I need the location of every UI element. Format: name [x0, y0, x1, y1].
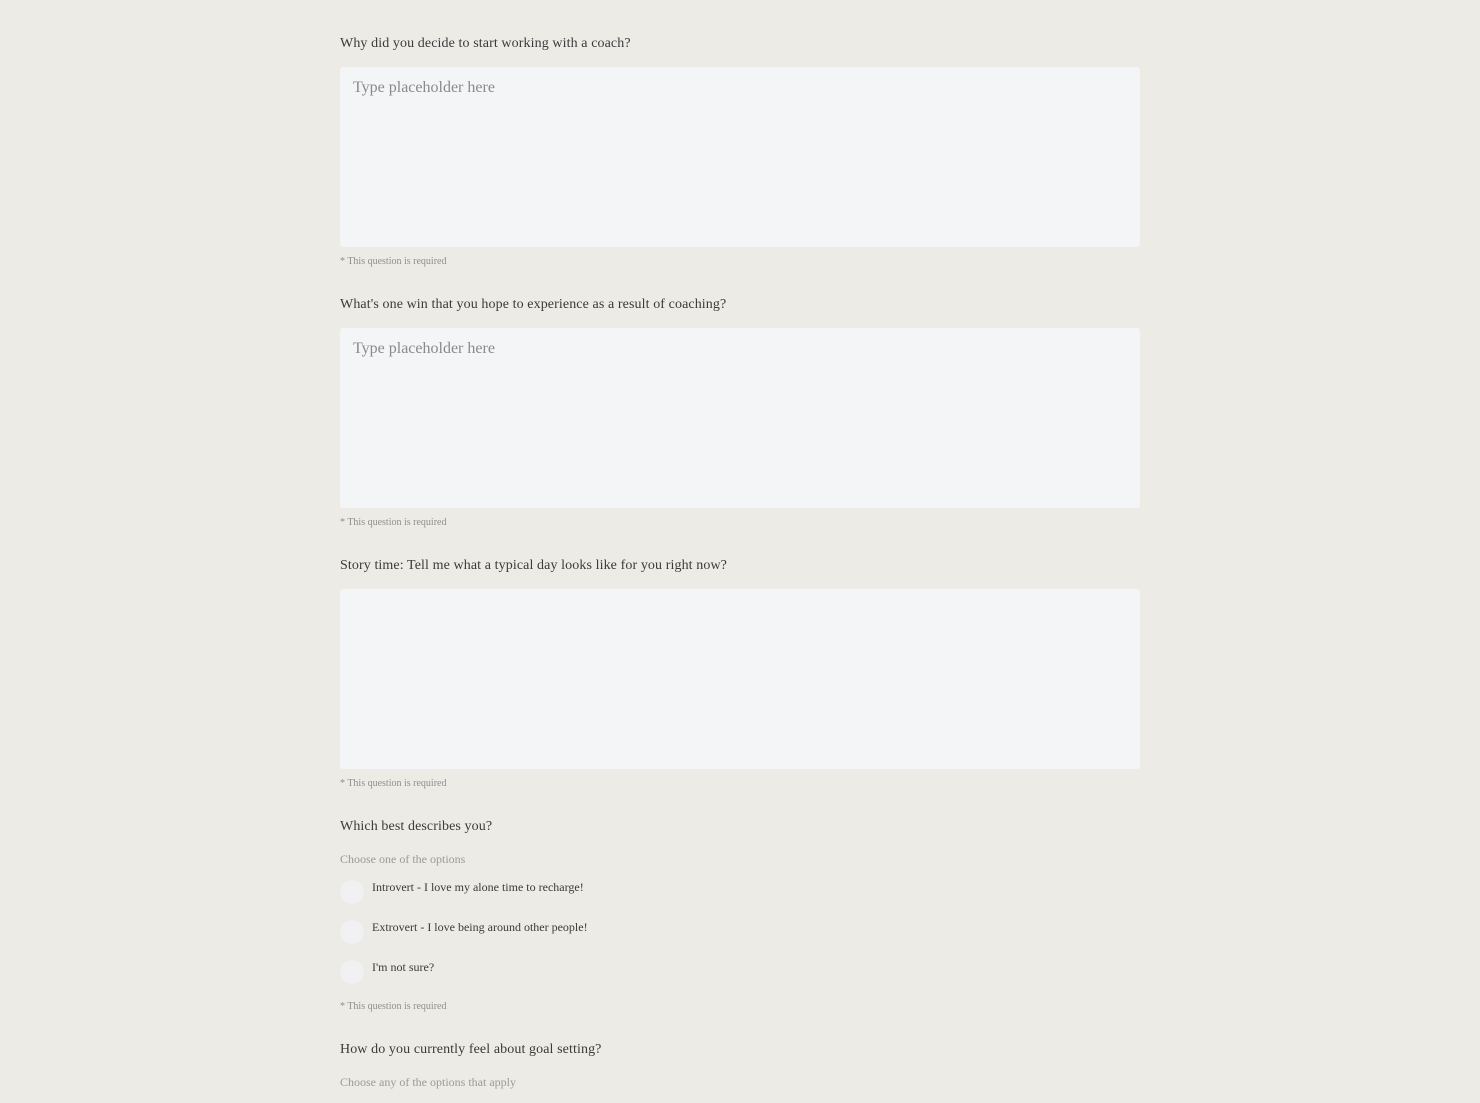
radio-option-introvert[interactable]: [340, 880, 740, 906]
required-note: * This question is required: [340, 778, 447, 789]
required-note: * This question is required: [340, 1001, 447, 1012]
radio-option-extrovert[interactable]: [340, 920, 740, 946]
why-coach-textarea[interactable]: [340, 67, 1140, 247]
radio-option-label: Extrovert - I love being around other people!: [372, 920, 588, 934]
radio-option-not-sure[interactable]: [340, 960, 740, 986]
question-label: What's one win that you hope to experience as a result of coaching?: [340, 297, 727, 312]
hoped-win-textarea[interactable]: [340, 328, 1140, 508]
required-note: * This question is required: [340, 256, 447, 267]
required-note: * This question is required: [340, 517, 447, 528]
radio-button[interactable]: [340, 880, 364, 904]
question-label: Why did you decide to start working with a coach?: [340, 36, 631, 51]
radio-button[interactable]: [340, 920, 364, 944]
radio-option-label: I'm not sure?: [372, 960, 435, 974]
typical-day-textarea[interactable]: [340, 589, 1140, 769]
radio-option-label: Introvert - I love my alone time to recharge!: [372, 880, 584, 894]
question-hint: Choose any of the options that apply: [340, 1075, 516, 1089]
question-label: Story time: Tell me what a typical day looks like for you right now?: [340, 558, 727, 573]
question-label: How do you currently feel about goal setting?: [340, 1042, 602, 1057]
question-hint: Choose one of the options: [340, 852, 466, 866]
question-label: Which best describes you?: [340, 819, 493, 834]
radio-button[interactable]: [340, 960, 364, 984]
